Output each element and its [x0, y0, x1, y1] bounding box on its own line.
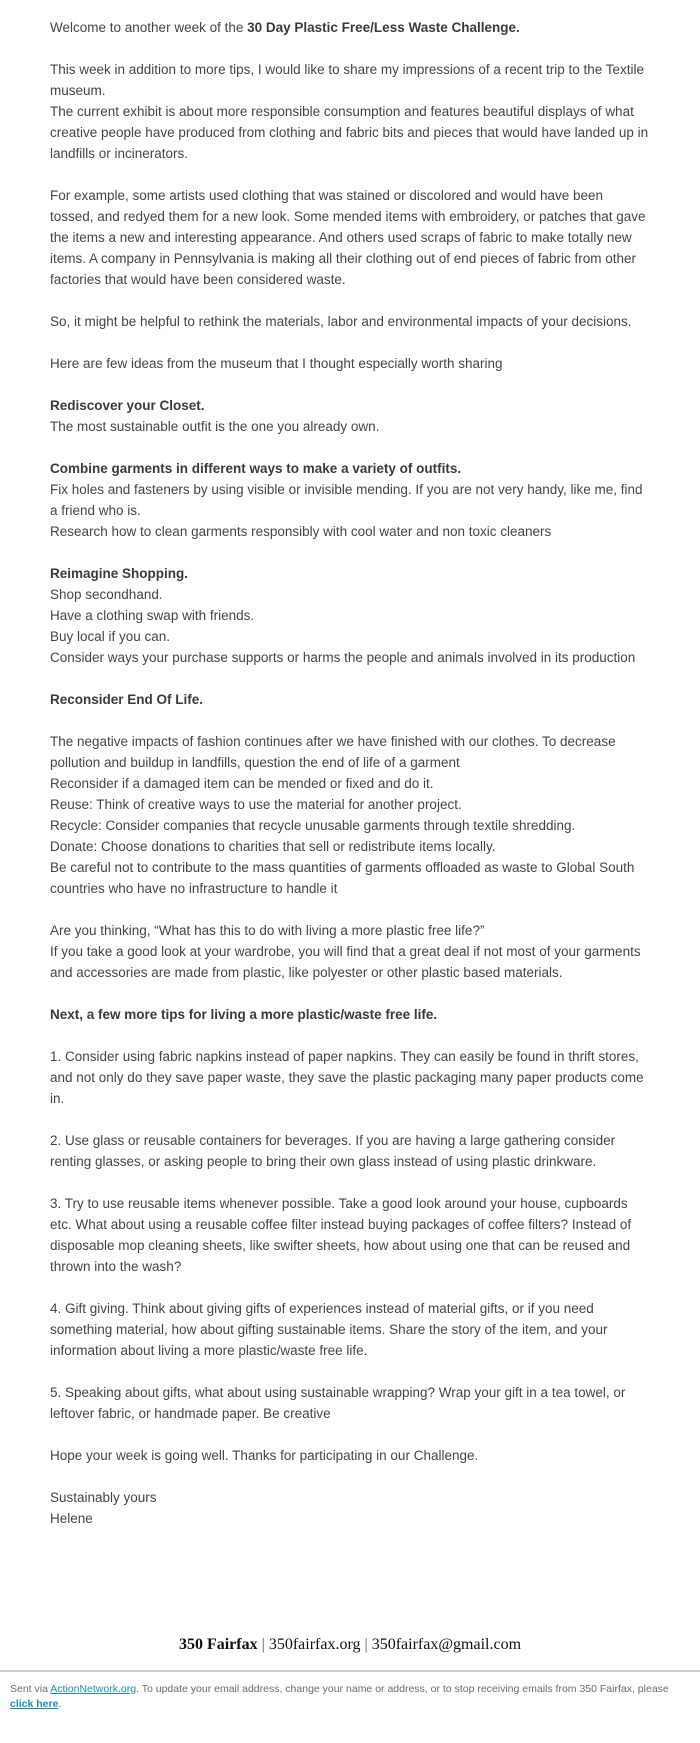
combine-heading: Combine garments in different ways to make a variety of outfits.	[50, 461, 462, 476]
footer-separator: |	[364, 1636, 368, 1653]
org-footer	[0, 1636, 700, 1654]
click-here-link[interactable]: click here	[10, 1698, 59, 1710]
tip-item: 3. Try to use reusable items whenever possible. Take a good look around your house, cupboards etc. What about using a reusable coffee filter instead buying packages of coffee filters? Instead of disposable mop cleaning sheets, like swifter sheets, how about using one that can be reused and thrown into the wash?	[50, 1196, 632, 1274]
fineprint-end: .	[58, 1698, 62, 1710]
challenge-name: 30 Day Plastic Free/Less Waste Challenge.	[247, 20, 520, 35]
thinking-question: Are you thinking, “What has this to do with living a more plastic free life?”	[50, 923, 485, 938]
reimagine-item: Consider ways your purchase supports or harms the people and animals involved in its production	[50, 650, 636, 665]
intro-prefix: Welcome to another week of the	[50, 20, 248, 35]
unsubscribe-text: . To update your email address, change your name or address, or to stop receiving emails from 350 Fairfax, please	[136, 1683, 669, 1695]
tips-heading: Next, a few more tips for living a more plastic/waste free life.	[50, 1007, 438, 1022]
actionnetwork-link[interactable]: ActionNetwork.org	[50, 1683, 137, 1695]
email-body	[50, 17, 650, 1529]
museum-intro: This week in addition to more tips, I would like to share my impressions of a recent trip to the Textile museum.	[50, 62, 645, 98]
intro-paragraph	[50, 17, 650, 38]
reconsider-item: Recycle: Consider companies that recycle unusable garments through textile shredding.	[50, 818, 576, 833]
signoff-line: Sustainably yours	[50, 1490, 157, 1505]
signoff-name: Helene	[50, 1511, 93, 1526]
footer-divider	[0, 1670, 700, 1672]
example-paragraph: For example, some artists used clothing that was stained or discolored and would have been tossed, and redyed them for a new look. Some mended items with embroidery, or patches that gave the items a new and interesting appearance. And others used scraps of fabric to make totally new items. A company in Pennsylvania is making all their clothing out of end pieces of fabric from other factories that would have been considered waste.	[50, 188, 646, 287]
closing-line: Hope your week is going well. Thanks for participating in our Challenge.	[50, 1448, 479, 1463]
reconsider-item: The negative impacts of fashion continues after we have finished with our clothes. To decrease pollution and buildup in landfills, question the end of life of a garment	[50, 734, 616, 770]
reimagine-item: Buy local if you can.	[50, 629, 171, 644]
reconsider-item: Reuse: Think of creative ways to use the material for another project.	[50, 797, 462, 812]
org-name: 350 Fairfax	[178, 1636, 258, 1653]
rediscover-heading: Rediscover your Closet.	[50, 398, 205, 413]
tip-item: 4. Gift giving. Think about giving gifts of experiences instead of material gifts, or if you need something material, how about gifting sustainable items. Share the story of the item, and your information about living a more plastic/waste free life.	[50, 1301, 608, 1358]
rethink-paragraph: So, it might be helpful to rethink the materials, labor and environmental impacts of your decisions.	[50, 314, 632, 329]
combine-text: Research how to clean garments responsibly with cool water and non toxic cleaners	[50, 524, 552, 539]
ideas-intro: Here are few ideas from the museum that I thought especially worth sharing	[50, 356, 503, 371]
org-email: 350fairfax@gmail.com	[371, 1636, 522, 1653]
tip-item: 2. Use glass or reusable containers for beverages. If you are having a large gathering consider renting glasses, or asking people to bring their own glass instead of using plastic drinkware.	[50, 1133, 616, 1169]
reconsider-heading: Reconsider End Of Life.	[50, 692, 204, 707]
reconsider-item: Donate: Choose donations to charities that sell or redistribute items locally.	[50, 839, 496, 854]
sent-via-label: Sent via	[10, 1683, 51, 1695]
museum-exhibit: The current exhibit is about more responsible consumption and features beautiful displays of what creative people have produced from clothing and fabric bits and pieces that would have landed up in landfills or incinerators.	[50, 104, 649, 161]
tip-item: 1. Consider using fabric napkins instead of paper napkins. They can easily be found in thrift stores, and not only do they save paper waste, they save the plastic packaging many paper products come in.	[50, 1049, 644, 1106]
reconsider-item: Reconsider if a damaged item can be mended or fixed and do it.	[50, 776, 434, 791]
unsubscribe-notice	[10, 1682, 680, 1712]
reimagine-item: Have a clothing swap with friends.	[50, 608, 255, 623]
reimagine-item: Shop secondhand.	[50, 587, 163, 602]
reconsider-item: Be careful not to contribute to the mass quantities of garments offloaded as waste to Global South countries who have no infrastructure to handle it	[50, 860, 635, 896]
combine-text: Fix holes and fasteners by using visible or invisible mending. If you are not very handy, like me, find a friend who is.	[50, 482, 643, 518]
thinking-answer: If you take a good look at your wardrobe, you will find that a great deal if not most of your garments and accessories are made from plastic, like polyester or other plastic based materials.	[50, 944, 641, 980]
org-website: 350fairfax.org	[268, 1636, 361, 1653]
rediscover-text: The most sustainable outfit is the one you already own.	[50, 419, 380, 434]
footer-separator: |	[261, 1636, 265, 1653]
tip-item: 5. Speaking about gifts, what about using sustainable wrapping? Wrap your gift in a tea towel, or leftover fabric, or handmade paper. Be creative	[50, 1385, 626, 1421]
reimagine-heading: Reimagine Shopping.	[50, 566, 189, 581]
